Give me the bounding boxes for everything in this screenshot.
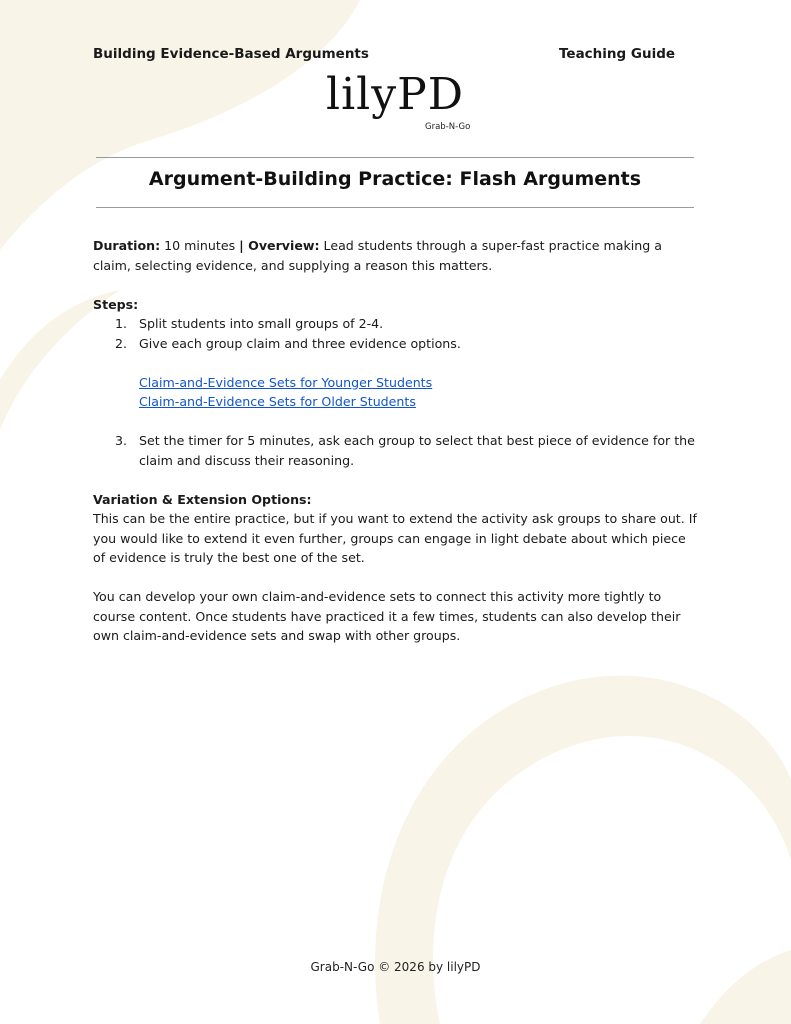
title-divider-top xyxy=(96,157,694,158)
step-item xyxy=(93,314,697,334)
younger-students-link[interactable]: Claim-and-Evidence Sets for Younger Students xyxy=(139,374,433,390)
footer-copyright: Grab-N-Go © 2026 by lilyPD xyxy=(310,960,481,974)
evidence-sets-links xyxy=(93,373,697,412)
overview-label: Overview: xyxy=(243,238,320,253)
overview-paragraph xyxy=(93,236,697,275)
variation-heading: Variation & Extension Options: xyxy=(93,491,312,507)
older-students-link[interactable]: Claim-and-Evidence Sets for Older Students xyxy=(139,394,416,409)
step-number: 2. xyxy=(115,335,128,351)
step-text: Set the timer for 5 minutes, ask each group to select that best piece of evidence for the claim and discuss their reasoning. xyxy=(139,433,695,468)
step-item xyxy=(93,431,697,470)
overview-text: Lead students through a super-fast practice making a claim, selecting evidence, and supplying a reason this matters. xyxy=(93,238,662,273)
overview-separator: | xyxy=(239,238,244,253)
header-document-type: Teaching Guide xyxy=(559,46,676,62)
lilypd-logo xyxy=(300,69,490,132)
step-number: 1. xyxy=(115,316,128,331)
step-number: 3. xyxy=(115,433,128,448)
duration-label: Duration: xyxy=(93,238,161,253)
logo-wordmark: lilyPD xyxy=(326,69,464,120)
steps-list xyxy=(93,314,697,353)
variation-paragraph-2: You can develop your own claim-and-evidence sets to connect this activity more tightly to course content. Once students have practiced it a few times, students can also develop their own claim-and-evidence sets and swap with other groups. xyxy=(93,589,681,643)
variation-paragraph-1: This can be the entire practice, but if you want to extend the activity ask groups to share out. If you would like to extend it even further, groups can engage in light debate about which piece of evidence is truly the best one of the set. xyxy=(93,511,697,565)
steps-list-continued xyxy=(93,431,697,470)
header-document-title: Building Evidence-Based Arguments xyxy=(93,46,369,62)
logo-tagline: Grab-N-Go xyxy=(425,122,471,132)
main-content xyxy=(93,236,697,646)
steps-heading: Steps: xyxy=(93,296,139,312)
step-item xyxy=(93,334,697,354)
page-title: Argument-Building Practice: Flash Arguments xyxy=(148,168,642,190)
step-text: Split students into small groups of 2-4. xyxy=(139,316,384,331)
duration-value: 10 minutes xyxy=(160,238,240,253)
step-text: Give each group claim and three evidence options. xyxy=(139,335,461,351)
title-divider-bottom xyxy=(96,207,694,208)
